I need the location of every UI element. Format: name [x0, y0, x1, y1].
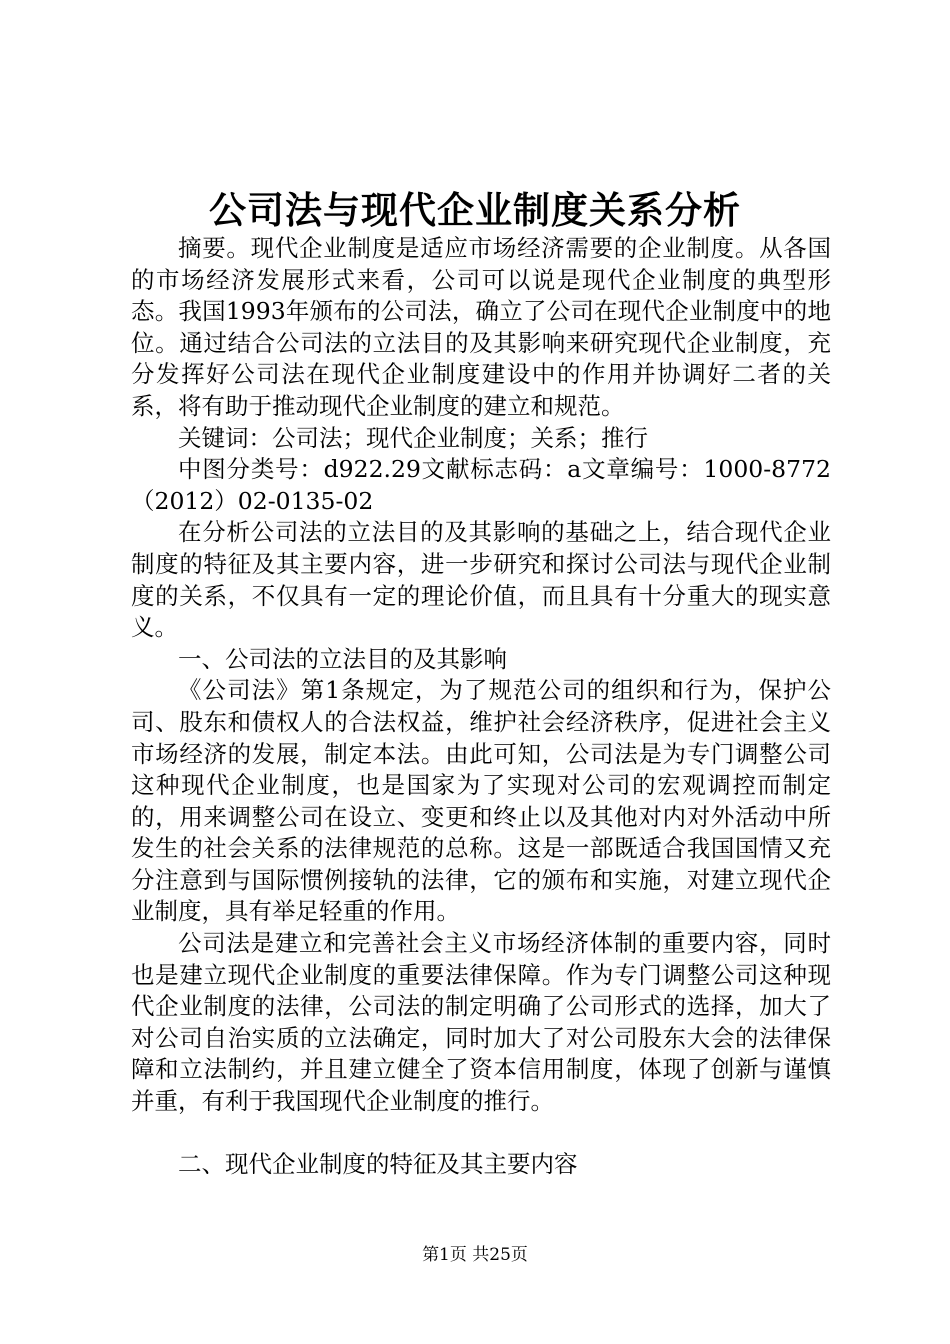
classification-paragraph: 中图分类号：d922.29文献标志码：a文章编号：1000-8772（2012）02-0135-02	[131, 455, 831, 515]
section-heading-2: 二、现代企业制度的特征及其主要内容	[178, 1149, 578, 1178]
body-paragraph: 《公司法》第1条规定，为了规范公司的组织和行为，保护公司、股东和债权人的合法权益，维护社会经济秩序，促进社会主义市场经济的发展，制定本法。由此可知，公司法是为专门调整公司这种现代企业制度，也是国家为了实现对公司的宏观调控而制定的，用来调整公司在设立、变更和终止以及其他对内对外活动中所发生的社会关系的法律规范的总称。这是一部既适合我国国情又充分注意到与国际惯例接轨的法律，它的颁布和实施，对建立现代企业制度，具有举足轻重的作用。	[131, 676, 831, 926]
page-footer: 第1页 共25页	[422, 1245, 528, 1265]
body-paragraph: 公司法是建立和完善社会主义市场经济体制的重要内容，同时也是建立现代企业制度的重要法律保障。作为专门调整公司这种现代企业制度的法律，公司法的制定明确了公司形式的选择，加大了对公司自治实质的立法确定，同时加大了对公司股东大会的法律保障和立法制约，并且建立健全了资本信用制度，体现了创新与谨慎并重，有利于我国现代企业制度的推行。	[131, 929, 831, 1116]
keywords-paragraph: 关键词：公司法；现代企业制度；关系；推行	[178, 423, 648, 452]
section-heading-1: 一、公司法的立法目的及其影响	[178, 644, 507, 673]
abstract-paragraph: 摘要。现代企业制度是适应市场经济需要的企业制度。从各国的市场经济发展形式来看，公司可以说是现代企业制度的典型形态。我国1993年颁布的公司法，确立了公司在现代企业制度中的地位。通过结合公司法的立法目的及其影响来研究现代企业制度，充分发挥好公司法在现代企业制度建设中的作用并协调好二者的关系，将有助于推动现代企业制度的建立和规范。	[131, 234, 831, 420]
document-body	[131, 233, 831, 1180]
intro-paragraph: 在分析公司法的立法目的及其影响的基础之上，结合现代企业制度的特征及其主要内容，进一步研究和探讨公司法与现代企业制度的关系，不仅具有一定的理论价值，而且具有十分重大的现实意义。	[131, 518, 831, 642]
document-title: 公司法与现代企业制度关系分析	[209, 189, 741, 232]
